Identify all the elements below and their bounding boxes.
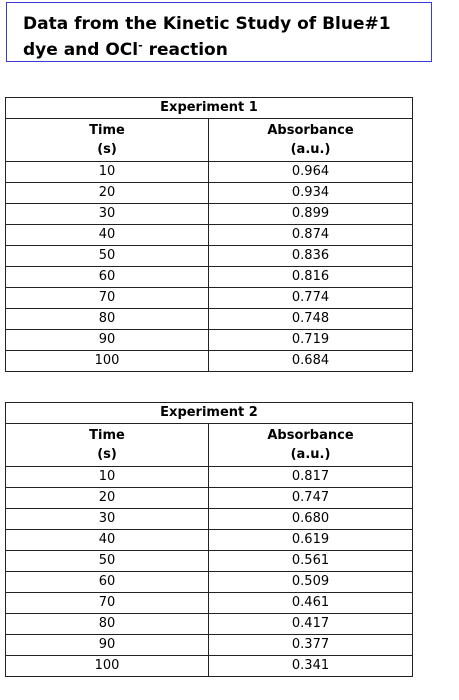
absorbance-header-unit: (a.u.) [290,447,331,462]
absorbance-cell: 0.417 [209,614,413,635]
experiment-1-caption: Experiment 1 [6,98,413,119]
time-header-unit: (s) [97,447,117,462]
table-row [6,225,413,246]
title-line-2-prefix: dye and OCl [23,40,139,60]
absorbance-cell: 0.680 [209,509,413,530]
time-cell: 70 [6,593,209,614]
absorbance-cell: 0.719 [209,330,413,351]
time-cell: 40 [6,530,209,551]
absorbance-cell: 0.619 [209,530,413,551]
title-line-2-suffix: reaction [142,40,228,60]
time-cell: 10 [6,467,209,488]
absorbance-cell: 0.561 [209,551,413,572]
table-row [6,509,413,530]
experiment-2-table [5,402,413,677]
table-row [6,162,413,183]
table-row [6,572,413,593]
absorbance-cell: 0.774 [209,288,413,309]
absorbance-column-header [209,119,413,162]
absorbance-cell: 0.377 [209,635,413,656]
time-cell: 20 [6,488,209,509]
absorbance-cell: 0.836 [209,246,413,267]
table-row [6,183,413,204]
table-row [6,488,413,509]
table-row [6,204,413,225]
absorbance-header-label: Absorbance [267,123,354,138]
time-cell: 100 [6,656,209,677]
absorbance-cell: 0.934 [209,183,413,204]
absorbance-cell: 0.874 [209,225,413,246]
absorbance-cell: 0.748 [209,309,413,330]
time-cell: 60 [6,267,209,288]
time-cell: 10 [6,162,209,183]
absorbance-cell: 0.509 [209,572,413,593]
table-row [6,267,413,288]
table-row [6,593,413,614]
absorbance-cell: 0.341 [209,656,413,677]
table-row [6,309,413,330]
time-cell: 100 [6,351,209,372]
absorbance-cell: 0.899 [209,204,413,225]
time-cell: 80 [6,614,209,635]
table-row [6,530,413,551]
experiment-1-table [5,97,413,372]
time-cell: 80 [6,309,209,330]
absorbance-cell: 0.461 [209,593,413,614]
absorbance-header-unit: (a.u.) [290,142,331,157]
time-header-label: Time [89,123,125,138]
table-row [6,351,413,372]
time-cell: 30 [6,204,209,225]
title-superscript: - [138,39,143,52]
title-line-2 [23,37,431,63]
absorbance-cell: 0.816 [209,267,413,288]
title-box [6,2,432,62]
time-header-unit: (s) [97,142,117,157]
absorbance-cell: 0.747 [209,488,413,509]
table-row [6,614,413,635]
time-cell: 50 [6,246,209,267]
table-row [6,467,413,488]
table-row [6,656,413,677]
table-row [6,551,413,572]
table-row [6,330,413,351]
absorbance-cell: 0.817 [209,467,413,488]
absorbance-column-header [209,424,413,467]
time-column-header [6,424,209,467]
time-cell: 30 [6,509,209,530]
time-cell: 50 [6,551,209,572]
table-row [6,288,413,309]
table-row [6,635,413,656]
time-cell: 90 [6,635,209,656]
time-cell: 40 [6,225,209,246]
time-header-label: Time [89,428,125,443]
time-cell: 20 [6,183,209,204]
absorbance-cell: 0.964 [209,162,413,183]
time-cell: 90 [6,330,209,351]
time-column-header [6,119,209,162]
experiment-2-caption: Experiment 2 [6,403,413,424]
absorbance-header-label: Absorbance [267,428,354,443]
time-cell: 70 [6,288,209,309]
time-cell: 60 [6,572,209,593]
table-row [6,246,413,267]
title-line-1: Data from the Kinetic Study of Blue#1 [23,14,391,34]
absorbance-cell: 0.684 [209,351,413,372]
